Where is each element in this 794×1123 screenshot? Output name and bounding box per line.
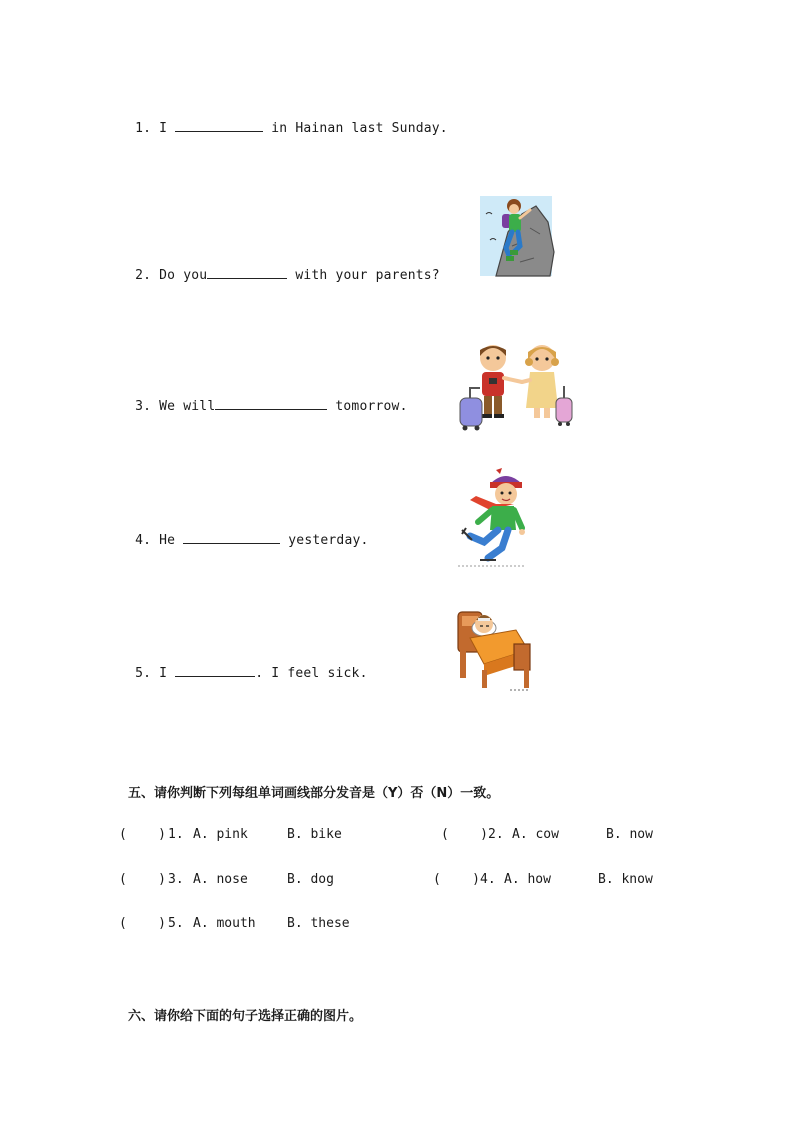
question-number: 2. <box>135 268 152 283</box>
sentence-text: yesterday. <box>280 533 369 548</box>
sentence-text: He <box>159 533 184 548</box>
question-number: 4. <box>480 872 496 887</box>
answer-paren[interactable]: ( ) <box>119 872 166 887</box>
answer-paren[interactable]: ( ) <box>441 827 488 842</box>
answer-blank[interactable] <box>215 397 327 410</box>
sentence-text: I <box>159 666 176 681</box>
answer-blank[interactable] <box>183 531 280 544</box>
question-number: 4. <box>135 533 152 548</box>
rock-climbing-boy-icon <box>476 192 556 280</box>
question-number: 1. <box>135 121 152 136</box>
section-6-title: 六、请你给下面的句子选择正确的图片。 <box>128 1009 363 1024</box>
sentence-3 <box>119 382 408 414</box>
option-a: A. pink <box>193 827 248 842</box>
option-b: B. these <box>287 916 350 931</box>
answer-paren[interactable]: ( ) <box>119 827 166 842</box>
sick-in-bed-icon <box>454 604 534 694</box>
sentence-text: We will <box>159 399 216 414</box>
answer-blank[interactable] <box>175 119 263 132</box>
question-number: 3. <box>168 872 184 887</box>
answer-paren[interactable]: ( ) <box>433 872 480 887</box>
option-b: B. dog <box>287 872 334 887</box>
sentence-1 <box>119 104 448 136</box>
option-b: B. know <box>598 872 653 887</box>
answer-paren[interactable]: ( ) <box>119 916 166 931</box>
option-a: A. how <box>504 872 551 887</box>
sentence-text: with your parents? <box>287 268 440 283</box>
sentence-text: in Hainan last Sunday. <box>263 121 448 136</box>
question-number: 5. <box>168 916 184 931</box>
option-a: A. mouth <box>193 916 256 931</box>
sentence-2 <box>119 251 440 283</box>
sentence-text: I <box>159 121 176 136</box>
sentence-text: Do you <box>159 268 208 283</box>
option-b: B. bike <box>287 827 342 842</box>
ice-skating-boy-icon <box>456 466 530 570</box>
answer-blank[interactable] <box>175 664 255 677</box>
question-number: 1. <box>168 827 184 842</box>
option-a: A. nose <box>193 872 248 887</box>
option-b: B. now <box>606 827 653 842</box>
sentence-text: . I feel sick. <box>255 666 368 681</box>
sentence-4 <box>119 516 369 548</box>
option-a: A. cow <box>512 827 559 842</box>
sentence-5 <box>119 649 368 681</box>
answer-blank[interactable] <box>207 266 287 279</box>
question-number: 3. <box>135 399 152 414</box>
section-5-title: 五、请你判断下列每组单词画线部分发音是（Y）否（N）一致。 <box>128 786 500 801</box>
travelling-couple-icon <box>456 342 584 432</box>
question-number: 2. <box>488 827 504 842</box>
question-number: 5. <box>135 666 152 681</box>
sentence-text: tomorrow. <box>327 399 408 414</box>
